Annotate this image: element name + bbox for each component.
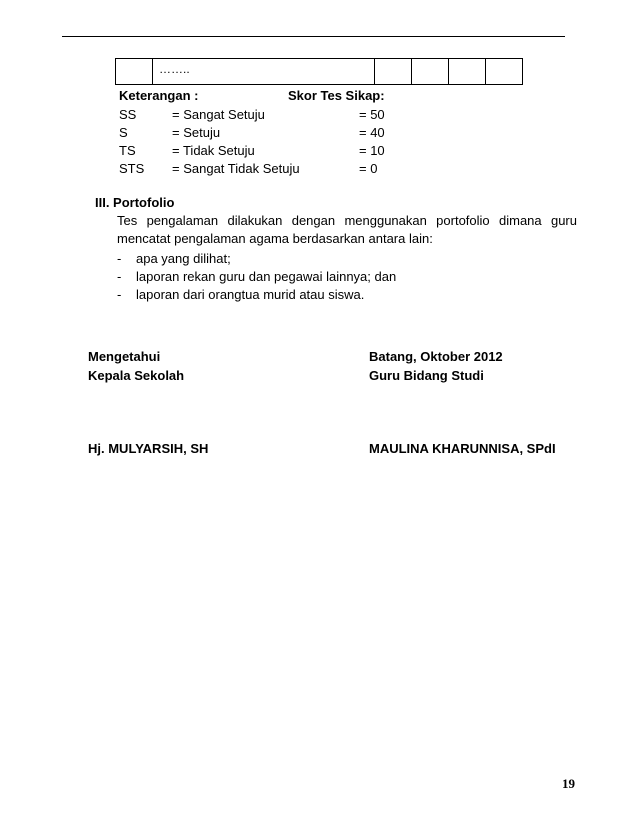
signature-left-name: Hj. MULYARSIH, SH xyxy=(88,441,209,456)
signature-left-label1: Mengetahui xyxy=(88,349,161,364)
list-item: - laporan dari orangtua murid atau siswa. xyxy=(117,287,365,302)
table-cell-score xyxy=(411,59,448,84)
page-number: 19 xyxy=(562,776,575,791)
legend-row xyxy=(119,107,399,123)
section-paragraph: Tes pengalaman dilakukan dengan menggunakan portofolio dimana guru mencatat pengalaman agama berdasarkan antara lain: xyxy=(117,213,577,246)
assessment-table-row xyxy=(115,58,523,85)
signature-right-name: MAULINA KHARUNNISA, SPdI xyxy=(369,441,556,456)
list-item: - apa yang dilihat; xyxy=(117,251,231,266)
header-rule xyxy=(62,36,565,37)
legend-meaning: = Sangat Setuju xyxy=(172,107,265,122)
list-item-text: laporan rekan guru dan pegawai lainnya; dan xyxy=(136,269,397,284)
legend-meaning: = Setuju xyxy=(172,125,221,140)
list-item-text: laporan dari orangtua murid atau siswa. xyxy=(136,287,365,302)
legend-score: = 50 xyxy=(359,107,385,122)
legend-code: S xyxy=(119,125,128,140)
legend-meaning: = Sangat Tidak Setuju xyxy=(172,161,300,176)
legend-row xyxy=(119,161,399,177)
bullet-list xyxy=(117,250,396,304)
signature-right-label2: Guru Bidang Studi xyxy=(369,368,484,383)
legend-code: STS xyxy=(119,161,145,176)
signature-right-label1: Batang, Oktober 2012 xyxy=(369,349,503,364)
table-cell-score xyxy=(374,59,411,84)
legend-score: = 0 xyxy=(359,161,378,176)
table-cell-number xyxy=(116,59,152,84)
legend-score: = 40 xyxy=(359,125,385,140)
list-item-text: apa yang dilihat; xyxy=(136,251,231,266)
legend-row xyxy=(119,143,399,159)
table-cell-statement: …….. xyxy=(152,59,374,84)
list-item: - laporan rekan guru dan pegawai lainnya; dan xyxy=(117,269,397,284)
legend-score: = 10 xyxy=(359,143,385,158)
legend-code: SS xyxy=(119,107,137,122)
legend-score-title: Skor Tes Sikap: xyxy=(288,88,385,103)
legend-title: Keterangan : xyxy=(119,88,199,103)
section-heading: III. Portofolio xyxy=(95,195,175,210)
legend-row xyxy=(119,125,399,141)
legend-code: TS xyxy=(119,143,136,158)
table-cell-score xyxy=(485,59,522,84)
table-cell-score xyxy=(448,59,485,84)
legend-meaning: = Tidak Setuju xyxy=(172,143,255,158)
signature-left-label2: Kepala Sekolah xyxy=(88,368,185,383)
